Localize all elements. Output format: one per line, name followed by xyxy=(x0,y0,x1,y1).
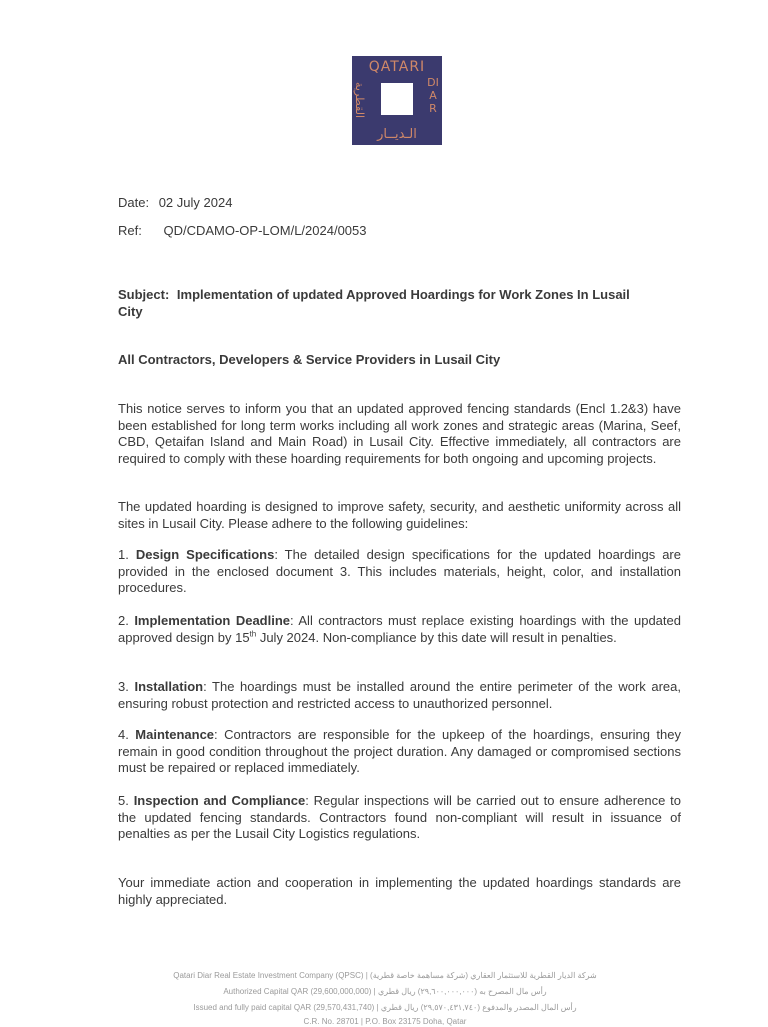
guideline-item-5 xyxy=(118,793,681,843)
subject-line xyxy=(118,286,648,320)
item-title: Design Specifications xyxy=(135,547,275,562)
guidelines-intro: The updated hoarding is designed to improve safety, security, and aesthetic uniformity across all sites in Lusail City. Please adhere to the following guidelines: xyxy=(118,499,681,531)
subject-label: Subject: xyxy=(118,287,170,302)
footer-line-2: Authorized Capital QAR (29,600,000,000) | رأس مال المصرح به (٢٩,٦٠٠,٠٠٠,٠٠٠) ريال قطري xyxy=(223,987,547,996)
item-number: 5. xyxy=(118,793,129,808)
guideline-item-1 xyxy=(118,547,681,597)
item-title: Maintenance xyxy=(135,727,215,742)
item-text: : All contractors must replace existing hoardings with the updated approved design by 15 xyxy=(118,613,681,645)
subject-text: Implementation of updated Approved Hoardings for Work Zones In Lusail City xyxy=(118,287,630,319)
ref-value: QD/CDAMO-OP-LOM/L/2024/0053 xyxy=(163,223,367,238)
item-superscript: th xyxy=(249,629,257,639)
footer-line-1: Qatari Diar Real Estate Investment Company (QPSC) | شركة الديار القطرية للاستثمار العقاري (شركة مساهمة خاصة قطرية) xyxy=(173,971,597,980)
company-logo xyxy=(352,56,442,145)
logo-text-right-value: DIAR xyxy=(427,76,439,115)
logo-text-top: QATARI xyxy=(368,59,426,75)
date-label: Date: xyxy=(118,195,150,210)
footer-line-3: Issued and fully paid capital QAR (29,570,431,740) | رأس المال المصدر والمدفوع (٢٩,٥٧٠,٤٣١,٧٤٠) ريال قطري xyxy=(193,1003,577,1012)
item-text: : Contractors are responsible for the upkeep of the hoardings, ensuring they remain in good condition throughout the project duration. Any damaged or compromised sections must be repaired or replaced immediately. xyxy=(118,727,681,775)
item-number: 3. xyxy=(118,679,129,694)
guideline-item-4 xyxy=(118,727,681,777)
audience-heading: All Contractors, Developers & Service Providers in Lusail City xyxy=(118,352,501,367)
logo-text-right xyxy=(427,76,439,115)
item-text: : The hoardings must be installed around the entire perimeter of the work area, ensuring robust protection and restricted access to unauthorized personnel. xyxy=(118,679,681,711)
item-title: Inspection and Compliance xyxy=(133,793,306,808)
item-number: 4. xyxy=(118,727,129,742)
item-text: : Regular inspections will be carried out to ensure adherence to the updated fencing standards. Contractors found non-compliant will result in issuance of penalties as per the Lusail City Logistics regulations. xyxy=(118,793,681,841)
footer-line-4: C.R. No. 28701 | P.O. Box 23175 Doha, Qatar xyxy=(303,1017,467,1026)
guideline-item-2 xyxy=(118,613,681,646)
logo-square xyxy=(381,83,413,115)
date-line xyxy=(118,195,232,210)
closing-paragraph: Your immediate action and cooperation in implementing the updated hoardings standards are highly appreciated. xyxy=(118,875,681,907)
item-number: 2. xyxy=(118,613,129,628)
item-text-after: July 2024. Non-compliance by this date will result in penalties. xyxy=(256,629,617,645)
logo-text-left: القطرية xyxy=(353,82,366,119)
item-title: Installation xyxy=(134,679,204,694)
logo-text-bottom: الـديــار xyxy=(377,127,417,142)
item-text: : The detailed design specifications for the updated hoardings are provided in the enclosed document 3. This includes materials, height, color, and installation procedures. xyxy=(118,547,681,595)
item-title: Implementation Deadline xyxy=(134,613,291,628)
guideline-item-3 xyxy=(118,679,681,712)
item-number: 1. xyxy=(118,547,129,562)
ref-line xyxy=(118,223,367,238)
date-value: 02 July 2024 xyxy=(158,195,233,210)
ref-label: Ref: xyxy=(118,223,142,238)
intro-paragraph: This notice serves to inform you that an updated approved fencing standards (Encl 1.2&3) have been established for long term works including all work zones and strategic areas (Marina, Seef, CBD, Qetaifan Island and Main Road) in Lusail City. Effective immediately, all contractors are required to comply with these hoarding requirements for both ongoing and upcoming projects. xyxy=(118,401,681,466)
